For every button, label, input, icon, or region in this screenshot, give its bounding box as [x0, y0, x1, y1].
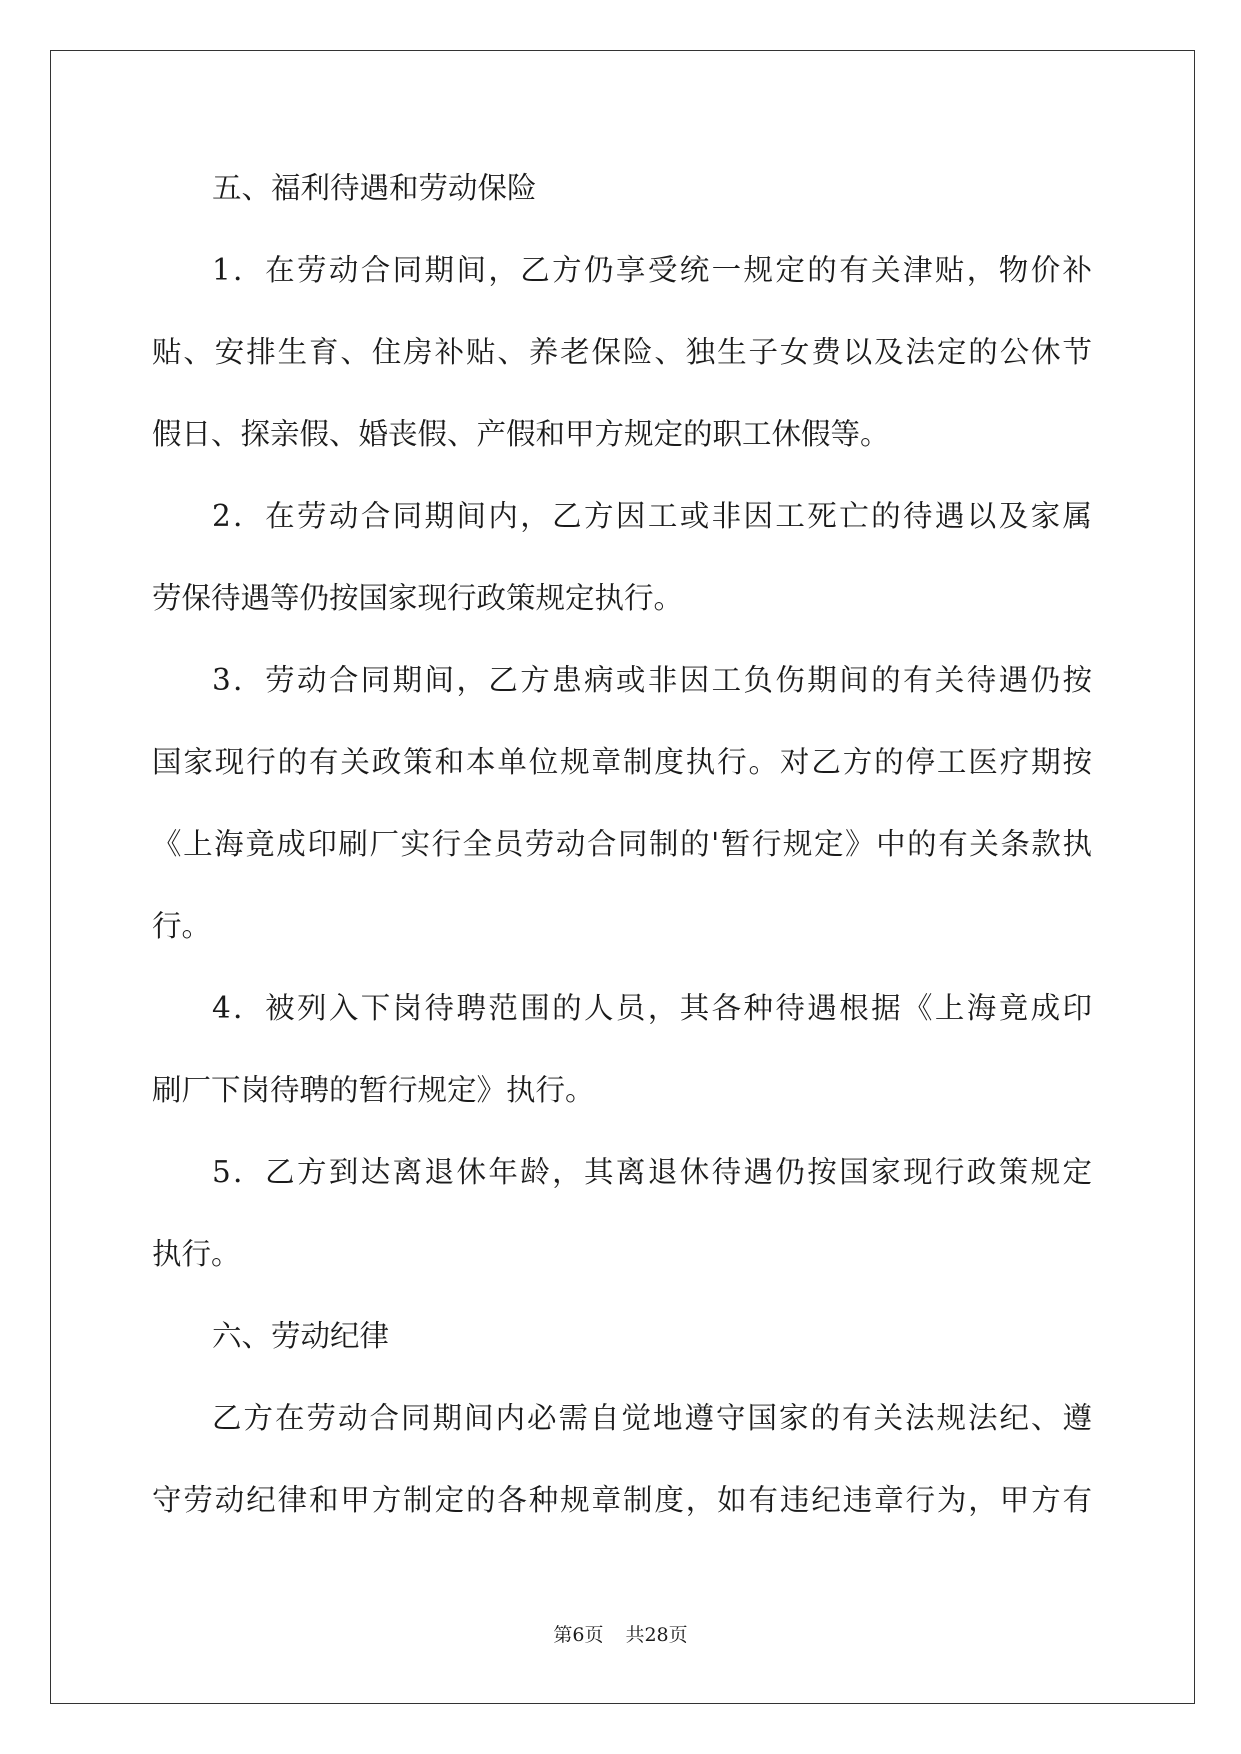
paragraph-line: 假日、探亲假、婚丧假、产假和甲方规定的职工休假等。 — [152, 417, 890, 451]
paragraph-line: 3．劳动合同期间，乙方患病或非因工负伤期间的有关待遇仍按 — [212, 663, 1092, 697]
paragraph-line: 国家现行的有关政策和本单位规章制度执行。对乙方的停工医疗期按 — [152, 745, 1092, 779]
paragraph-line: 刷厂下岗待聘的暂行规定》执行。 — [152, 1073, 595, 1107]
paragraph-line: 行。 — [152, 909, 212, 943]
page-total: 共28页 — [625, 1624, 688, 1646]
section-heading-welfare: 五、福利待遇和劳动保险 — [212, 171, 537, 205]
paragraph-line: 执行。 — [152, 1237, 241, 1271]
paragraph-line: 1．在劳动合同期间，乙方仍享受统一规定的有关津贴，物价补 — [212, 253, 1092, 287]
paragraph-line: 乙方在劳动合同期间内必需自觉地遵守国家的有关法规法纪、遵 — [212, 1401, 1092, 1435]
paragraph-line: 劳保待遇等仍按国家现行政策规定执行。 — [152, 581, 684, 615]
paragraph-line: 4．被列入下岗待聘范围的人员，其各种待遇根据《上海竟成印 — [212, 991, 1092, 1025]
section-heading-discipline: 六、劳动纪律 — [212, 1319, 390, 1353]
paragraph-line: 守劳动纪律和甲方制定的各种规章制度，如有违纪违章行为，甲方有 — [152, 1483, 1092, 1517]
paragraph-line: 2．在劳动合同期间内，乙方因工或非因工死亡的待遇以及家属 — [212, 499, 1092, 533]
paragraph-line: 贴、安排生育、住房补贴、养老保险、独生子女费以及法定的公休节 — [152, 335, 1092, 369]
page-number: 第6页 — [553, 1624, 604, 1646]
paragraph-line: 《上海竟成印刷厂实行全员劳动合同制的'暂行规定》中的有关条款执 — [152, 827, 1092, 861]
paragraph-line: 5．乙方到达离退休年龄，其离退休待遇仍按国家现行政策规定 — [212, 1155, 1092, 1189]
page-footer — [0, 1622, 1241, 1648]
